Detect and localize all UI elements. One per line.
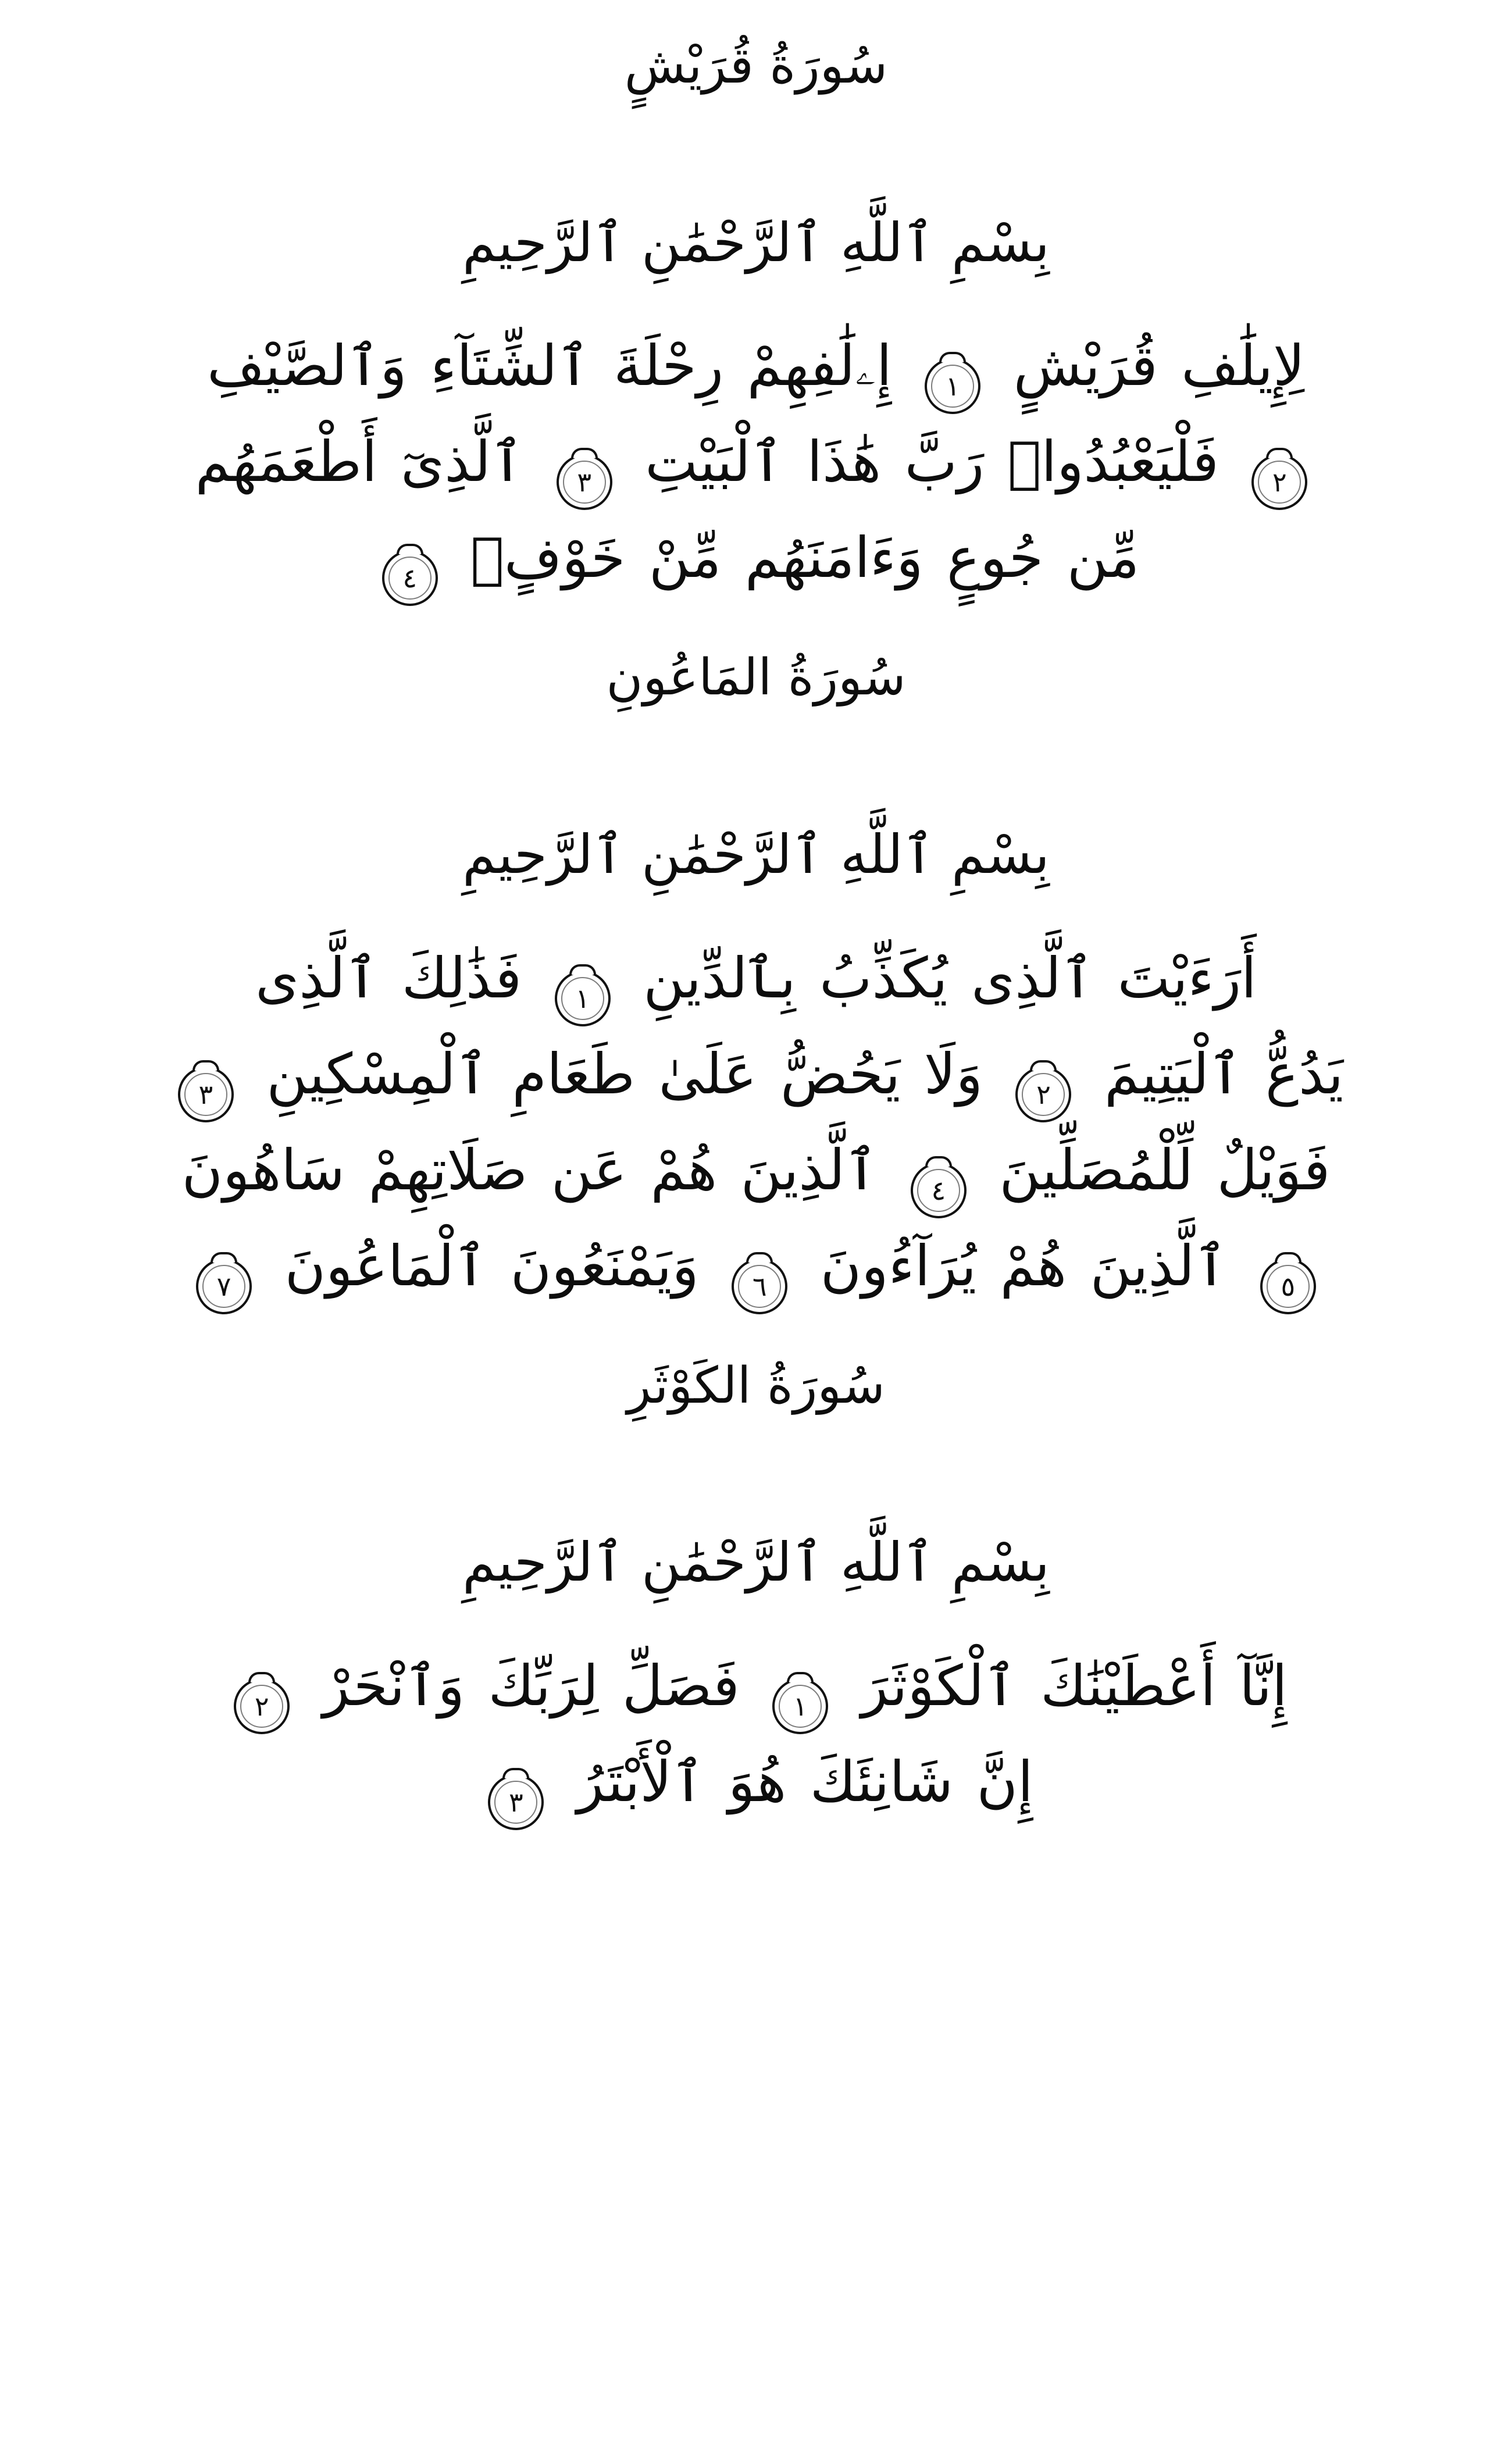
surah-title-quraysh: سُورَةُ قُرَيْشٍ xyxy=(624,37,888,95)
spacer xyxy=(70,709,1442,820)
ayah-text: ٱلَّذِىٓ أَطْعَمَهُم xyxy=(195,429,524,495)
ayah-text: إِۦلَٰفِهِمْ رِحْلَةَ ٱلشِّتَآءِ وَٱلصَّيْفِ xyxy=(207,333,892,399)
ayah-line xyxy=(70,1734,1442,1830)
surah-title-al-maun: سُورَةُ المَاعُونِ xyxy=(606,648,906,707)
ayah-line xyxy=(70,414,1442,510)
ayah-number-medallion xyxy=(1251,454,1307,510)
ayah-text: فَصَلِّ لِرَبِّكَ وَٱنْحَرْ xyxy=(322,1653,740,1719)
surah-title-al-kawthar-container xyxy=(70,1355,1442,1418)
ayah-number: ١ xyxy=(945,370,960,402)
surah-title-quraysh-container xyxy=(70,35,1442,98)
ayah-number: ١ xyxy=(575,982,590,1014)
ayah-line xyxy=(70,930,1442,1026)
surah-section-quraysh xyxy=(70,35,1442,606)
spacer xyxy=(70,98,1442,208)
ayah-line xyxy=(70,510,1442,606)
ayah-number-medallion xyxy=(382,550,438,606)
ayah-number: ٥ xyxy=(1281,1270,1296,1302)
ayah-number-medallion xyxy=(196,1258,252,1314)
ayah-number: ٢ xyxy=(1036,1078,1051,1110)
ayah-line xyxy=(70,318,1442,414)
spacer xyxy=(70,1598,1442,1638)
ayah-number-medallion xyxy=(732,1258,787,1314)
ayah-number: ٣ xyxy=(198,1078,213,1110)
surah-title-al-maun-container xyxy=(70,647,1442,709)
ayah-line xyxy=(70,1218,1442,1314)
basmala-quraysh: بِسْمِ ٱللَّهِ ٱلرَّحْمَٰنِ ٱلرَّحِيمِ xyxy=(462,211,1050,274)
ayah-number-medallion xyxy=(925,358,980,414)
ayah-text: إِنَّ شَانِئَكَ هُوَ ٱلْأَبْتَرُ xyxy=(576,1749,1033,1815)
ayah-number-medallion xyxy=(557,454,612,510)
ayah-text: أَرَءَيْتَ ٱلَّذِى يُكَذِّبُ بِٱلدِّينِ xyxy=(643,945,1257,1011)
ayah-number-medallion xyxy=(911,1163,967,1218)
ayah-text: مِّن جُوعٍ وَءَامَنَهُم مِّنْ خَوْفٍۭ xyxy=(470,525,1140,591)
basmala-al-kawthar: بِسْمِ ٱللَّهِ ٱلرَّحْمَٰنِ ٱلرَّحِيمِ xyxy=(462,1531,1050,1594)
surah-title-al-kawthar: سُورَةُ الكَوْثَرِ xyxy=(627,1356,885,1415)
surah-section-al-kawthar xyxy=(70,1355,1442,1830)
spacer xyxy=(70,277,1442,318)
ayah-number: ٢ xyxy=(254,1691,269,1723)
ayah-number-medallion xyxy=(234,1678,290,1734)
ayah-line xyxy=(70,1638,1442,1734)
ayah-line xyxy=(70,1026,1442,1122)
ayah-number-medallion xyxy=(178,1067,234,1122)
ayah-text: فَلْيَعْبُدُوا۟ رَبَّ هَٰذَا ٱلْبَيْتِ xyxy=(645,429,1219,495)
ayah-text: لِإِيلَٰفِ قُرَيْشٍ xyxy=(1013,333,1305,399)
ayah-text: فَذَٰلِكَ ٱلَّذِى xyxy=(255,945,522,1011)
ayah-number: ٣ xyxy=(508,1787,523,1819)
ayah-number: ٤ xyxy=(402,562,418,594)
ayah-text: ٱلَّذِينَ هُمْ عَن صَلَاتِهِمْ سَاهُونَ xyxy=(181,1137,878,1203)
spacer xyxy=(70,890,1442,930)
ayah-number: ٢ xyxy=(1272,466,1287,498)
ayah-number-medallion xyxy=(1015,1067,1071,1122)
ayah-text: إِنَّآ أَعْطَيْنَٰكَ ٱلْكَوْثَرَ xyxy=(861,1653,1288,1719)
ayah-number: ١ xyxy=(793,1691,808,1723)
basmala-al-maun: بِسْمِ ٱللَّهِ ٱلرَّحْمَٰنِ ٱلرَّحِيمِ xyxy=(462,823,1050,886)
ayah-number: ٤ xyxy=(931,1174,946,1206)
ayah-text: فَوَيْلٌ لِّلْمُصَلِّينَ xyxy=(999,1137,1331,1203)
ayah-number-medallion xyxy=(772,1678,828,1734)
ayah-text: ٱلَّذِينَ هُمْ يُرَآءُونَ xyxy=(820,1233,1228,1299)
ayah-number: ٣ xyxy=(577,466,592,498)
surah-section-al-maun xyxy=(70,647,1442,1314)
ayah-block-al-kawthar xyxy=(70,1638,1442,1830)
ayah-number-medallion xyxy=(555,971,611,1026)
ayah-number-medallion xyxy=(488,1774,544,1830)
ayah-line xyxy=(70,1122,1442,1218)
ayah-block-al-maun xyxy=(70,930,1442,1314)
ayah-block-quraysh xyxy=(70,318,1442,606)
ayah-number: ٧ xyxy=(216,1270,231,1302)
ayah-number: ٦ xyxy=(752,1270,767,1302)
ayah-text: وَلَا يَحُضُّ عَلَىٰ طَعَامِ ٱلْمِسْكِينِ xyxy=(266,1041,983,1107)
ayah-text: يَدُعُّ ٱلْيَتِيمَ xyxy=(1104,1041,1344,1107)
spacer xyxy=(70,1417,1442,1528)
ayah-number-medallion xyxy=(1260,1258,1316,1314)
ayah-text: وَيَمْنَعُونَ ٱلْمَاعُونَ xyxy=(284,1233,699,1299)
